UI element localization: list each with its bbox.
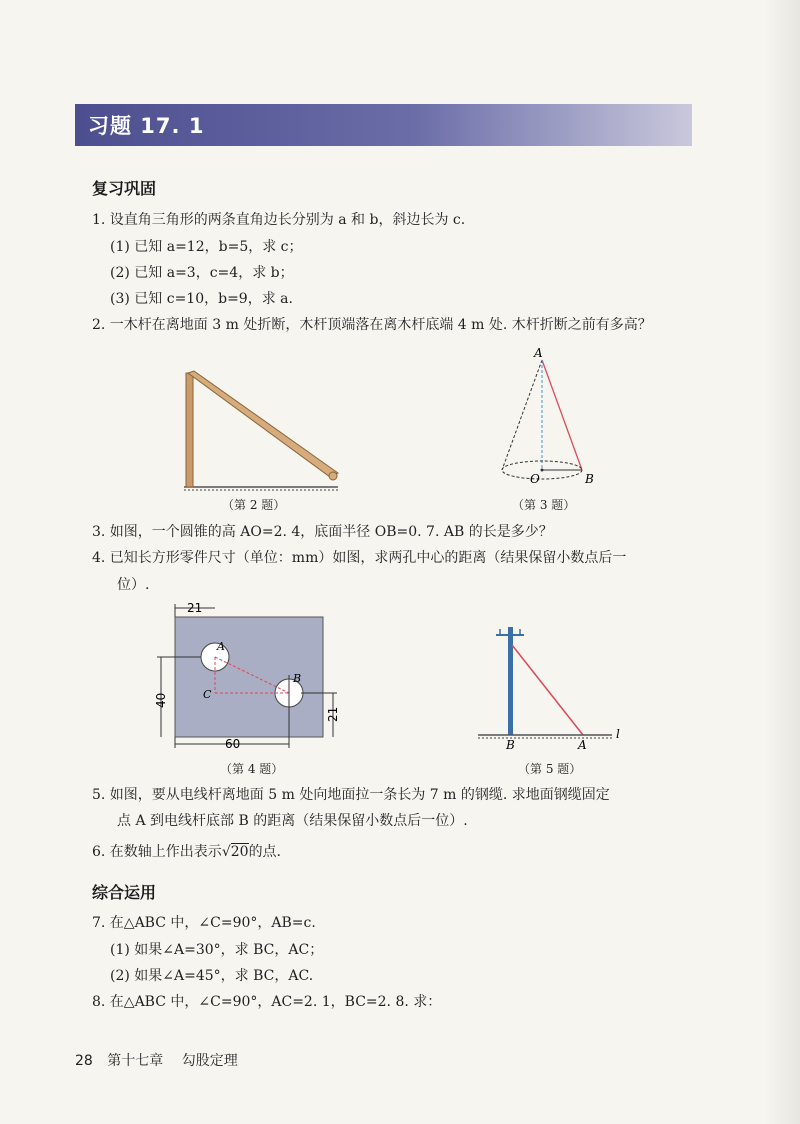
problem-5-line-2: 点 A 到电线杆底部 B 的距离（结果保留小数点后一位）. <box>117 813 468 829</box>
problem-8: 8. 在△ABC 中，∠C=90°，AC=2. 1，BC=2. 8. 求： <box>92 994 442 1010</box>
problem-6 <box>92 843 281 861</box>
cable <box>512 645 583 735</box>
pole-base-label: B <box>506 738 515 752</box>
figure-5-caption: （第 5 题） <box>518 762 582 776</box>
figure-3-caption: （第 3 题） <box>512 498 576 512</box>
problem-7: 7. 在△ABC 中，∠C=90°，AB=c. <box>92 915 316 931</box>
cone-point-o <box>541 469 544 472</box>
problem-2: 2. 一木杆在离地面 3 m 处折断，木杆顶端落在离木杆底端 4 m 处. 木杆折断之前有多高？ <box>92 317 652 333</box>
problem-7-part-2: (2) 如果∠A=45°，求 BC，AC. <box>110 968 314 984</box>
problem-1-part-1: (1) 已知 a=12，b=5，求 c； <box>110 239 303 255</box>
problem-4-line-1: 4. 已知长方形零件尺寸（单位：mm）如图，求两孔中心的距离（结果保留小数点后一 <box>92 550 627 566</box>
dim-bottom-value: 60 <box>225 737 241 751</box>
section-title-apply: 综合运用 <box>92 883 157 902</box>
section-title-review: 复习巩固 <box>92 179 157 198</box>
figure-4-caption: （第 4 题） <box>220 762 284 776</box>
page-footer <box>75 1050 238 1070</box>
problem-5-line-1: 5. 如图，要从电线杆离地面 5 m 处向地面拉一条长为 7 m 的钢缆. 求地面钢缆固定 <box>92 787 610 803</box>
cone-left-slant <box>502 360 542 470</box>
point-c-label: C <box>203 688 212 701</box>
figure-2-caption: （第 2 题） <box>222 498 286 512</box>
problem-6-suffix: 的点. <box>248 844 282 860</box>
figure-3-cone <box>490 345 600 485</box>
problem-4-line-2: 位）. <box>117 577 150 593</box>
figure-2-broken-stick <box>178 365 348 495</box>
figure-4-rectangular-part <box>155 600 355 750</box>
problem-1: 1. 设直角三角形的两条直角边长分别为 a 和 b，斜边长为 c. <box>92 212 466 228</box>
cone-right-slant <box>542 360 582 470</box>
dim-right-value: 21 <box>326 706 340 722</box>
sqrt-symbol: √ <box>221 844 231 860</box>
point-b-label: B <box>293 672 302 685</box>
point-a-label: A <box>217 640 225 653</box>
chapter-label: 第十七章 <box>107 1053 164 1069</box>
page-edge-shadow <box>765 0 800 1124</box>
cone-label-b: B <box>585 472 594 486</box>
problem-1-part-3: (3) 已知 c=10，b=9，求 a. <box>110 291 293 307</box>
cone-label-o: O <box>530 472 540 486</box>
pole <box>508 627 513 735</box>
chapter-title: 勾股定理 <box>181 1053 238 1069</box>
problem-1-part-2: (2) 已知 a=3，c=4，求 b； <box>110 265 294 281</box>
dim-left-value: 40 <box>154 692 168 708</box>
stick-standing <box>186 373 193 487</box>
problem-3: 3. 如图，一个圆锥的高 AO=2. 4，底面半径 OB=0. 7. AB 的长是多少？ <box>92 524 553 540</box>
page-number: 28 <box>75 1053 93 1069</box>
anchor-label: A <box>578 738 587 752</box>
figure-5-pole-cable <box>478 623 628 752</box>
stick-fallen <box>188 371 338 477</box>
cone-label-a: A <box>534 346 543 360</box>
exercise-title: 习题 17. 1 <box>88 114 205 138</box>
problem-7-part-1: (1) 如果∠A=30°，求 BC，AC； <box>110 942 324 958</box>
line-label: l <box>616 727 620 741</box>
dim-top-value: 21 <box>187 601 203 615</box>
problem-6-radicand: 20 <box>230 844 249 860</box>
problem-6-prefix: 6. 在数轴上作出表示 <box>92 844 222 860</box>
stick-tip <box>329 472 337 480</box>
